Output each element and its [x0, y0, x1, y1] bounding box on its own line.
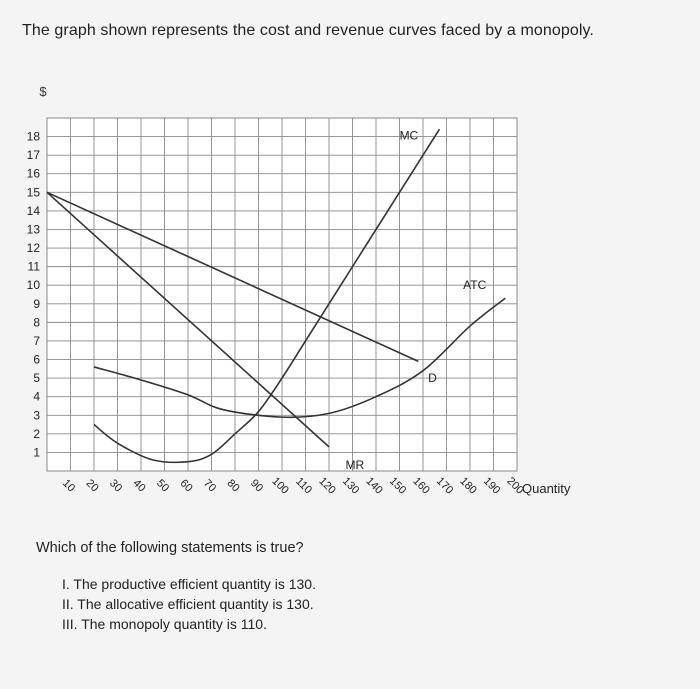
x-tick-label: 180 [457, 475, 479, 497]
x-tick-label: 120 [316, 475, 338, 497]
y-tick-label: 17 [26, 148, 40, 163]
x-tick-label: 160 [410, 475, 432, 497]
statement-list [62, 574, 316, 634]
statement-3: III. The monopoly quantity is 110. [62, 616, 267, 632]
y-tick-label: 7 [33, 333, 40, 348]
y-axis-label: $ [39, 84, 47, 99]
x-tick-label: 40 [130, 477, 148, 495]
x-tick-label: 190 [480, 475, 503, 497]
y-tick-label: 12 [26, 241, 40, 256]
y-tick-label: 9 [33, 296, 40, 311]
y-tick-label: 4 [33, 389, 40, 404]
x-tick-label: 10 [60, 477, 78, 495]
x-tick-label: 140 [363, 475, 385, 497]
question-title: The graph shown represents the cost and revenue curves faced by a monopoly. [22, 22, 594, 39]
x-tick-label: 170 [433, 475, 456, 497]
statement-2: II. The allocative efficient quantity is 130. [62, 596, 314, 612]
statement-1: I. The productive efficient quantity is 130. [62, 576, 316, 592]
y-tick-label: 6 [33, 352, 40, 367]
x-tick-label: 110 [293, 475, 315, 497]
x-axis-label: Quantity [522, 481, 571, 496]
y-tick-label: 5 [33, 371, 40, 386]
x-tick-label: 20 [83, 477, 101, 495]
curve-label-d: D [428, 371, 437, 386]
y-tick-label: 15 [26, 185, 40, 200]
x-tick-label: 130 [339, 475, 362, 497]
y-tick-label: 3 [33, 408, 40, 423]
y-tick-label: 16 [26, 166, 40, 181]
y-tick-label: 2 [33, 426, 40, 441]
x-tick-labels [60, 475, 526, 496]
y-tick-label: 14 [26, 203, 40, 218]
y-tick-label: 13 [26, 222, 40, 237]
y-tick-labels [27, 130, 41, 460]
x-tick-label: 30 [107, 477, 125, 495]
x-tick-label: 90 [248, 477, 266, 495]
y-tick-label: 1 [33, 445, 40, 460]
curve-label-mc: MC [399, 128, 419, 143]
y-tick-label: 18 [26, 129, 40, 144]
question-text: Which of the following statements is true? [36, 540, 304, 556]
chart-grid [47, 118, 517, 471]
y-tick-label: 8 [33, 315, 40, 330]
y-tick-label: 10 [26, 278, 40, 293]
x-tick-label: 50 [154, 477, 172, 495]
curve-label-atc: ATC [463, 278, 487, 293]
y-tick-label: 11 [27, 259, 40, 274]
x-tick-label: 70 [201, 477, 219, 495]
curve-label-mr: MR [345, 458, 365, 472]
x-tick-label: 200 [504, 475, 526, 497]
x-tick-label: 100 [269, 475, 291, 497]
x-tick-label: 150 [386, 475, 409, 497]
x-tick-label: 80 [224, 477, 242, 495]
x-tick-label: 60 [177, 477, 195, 495]
